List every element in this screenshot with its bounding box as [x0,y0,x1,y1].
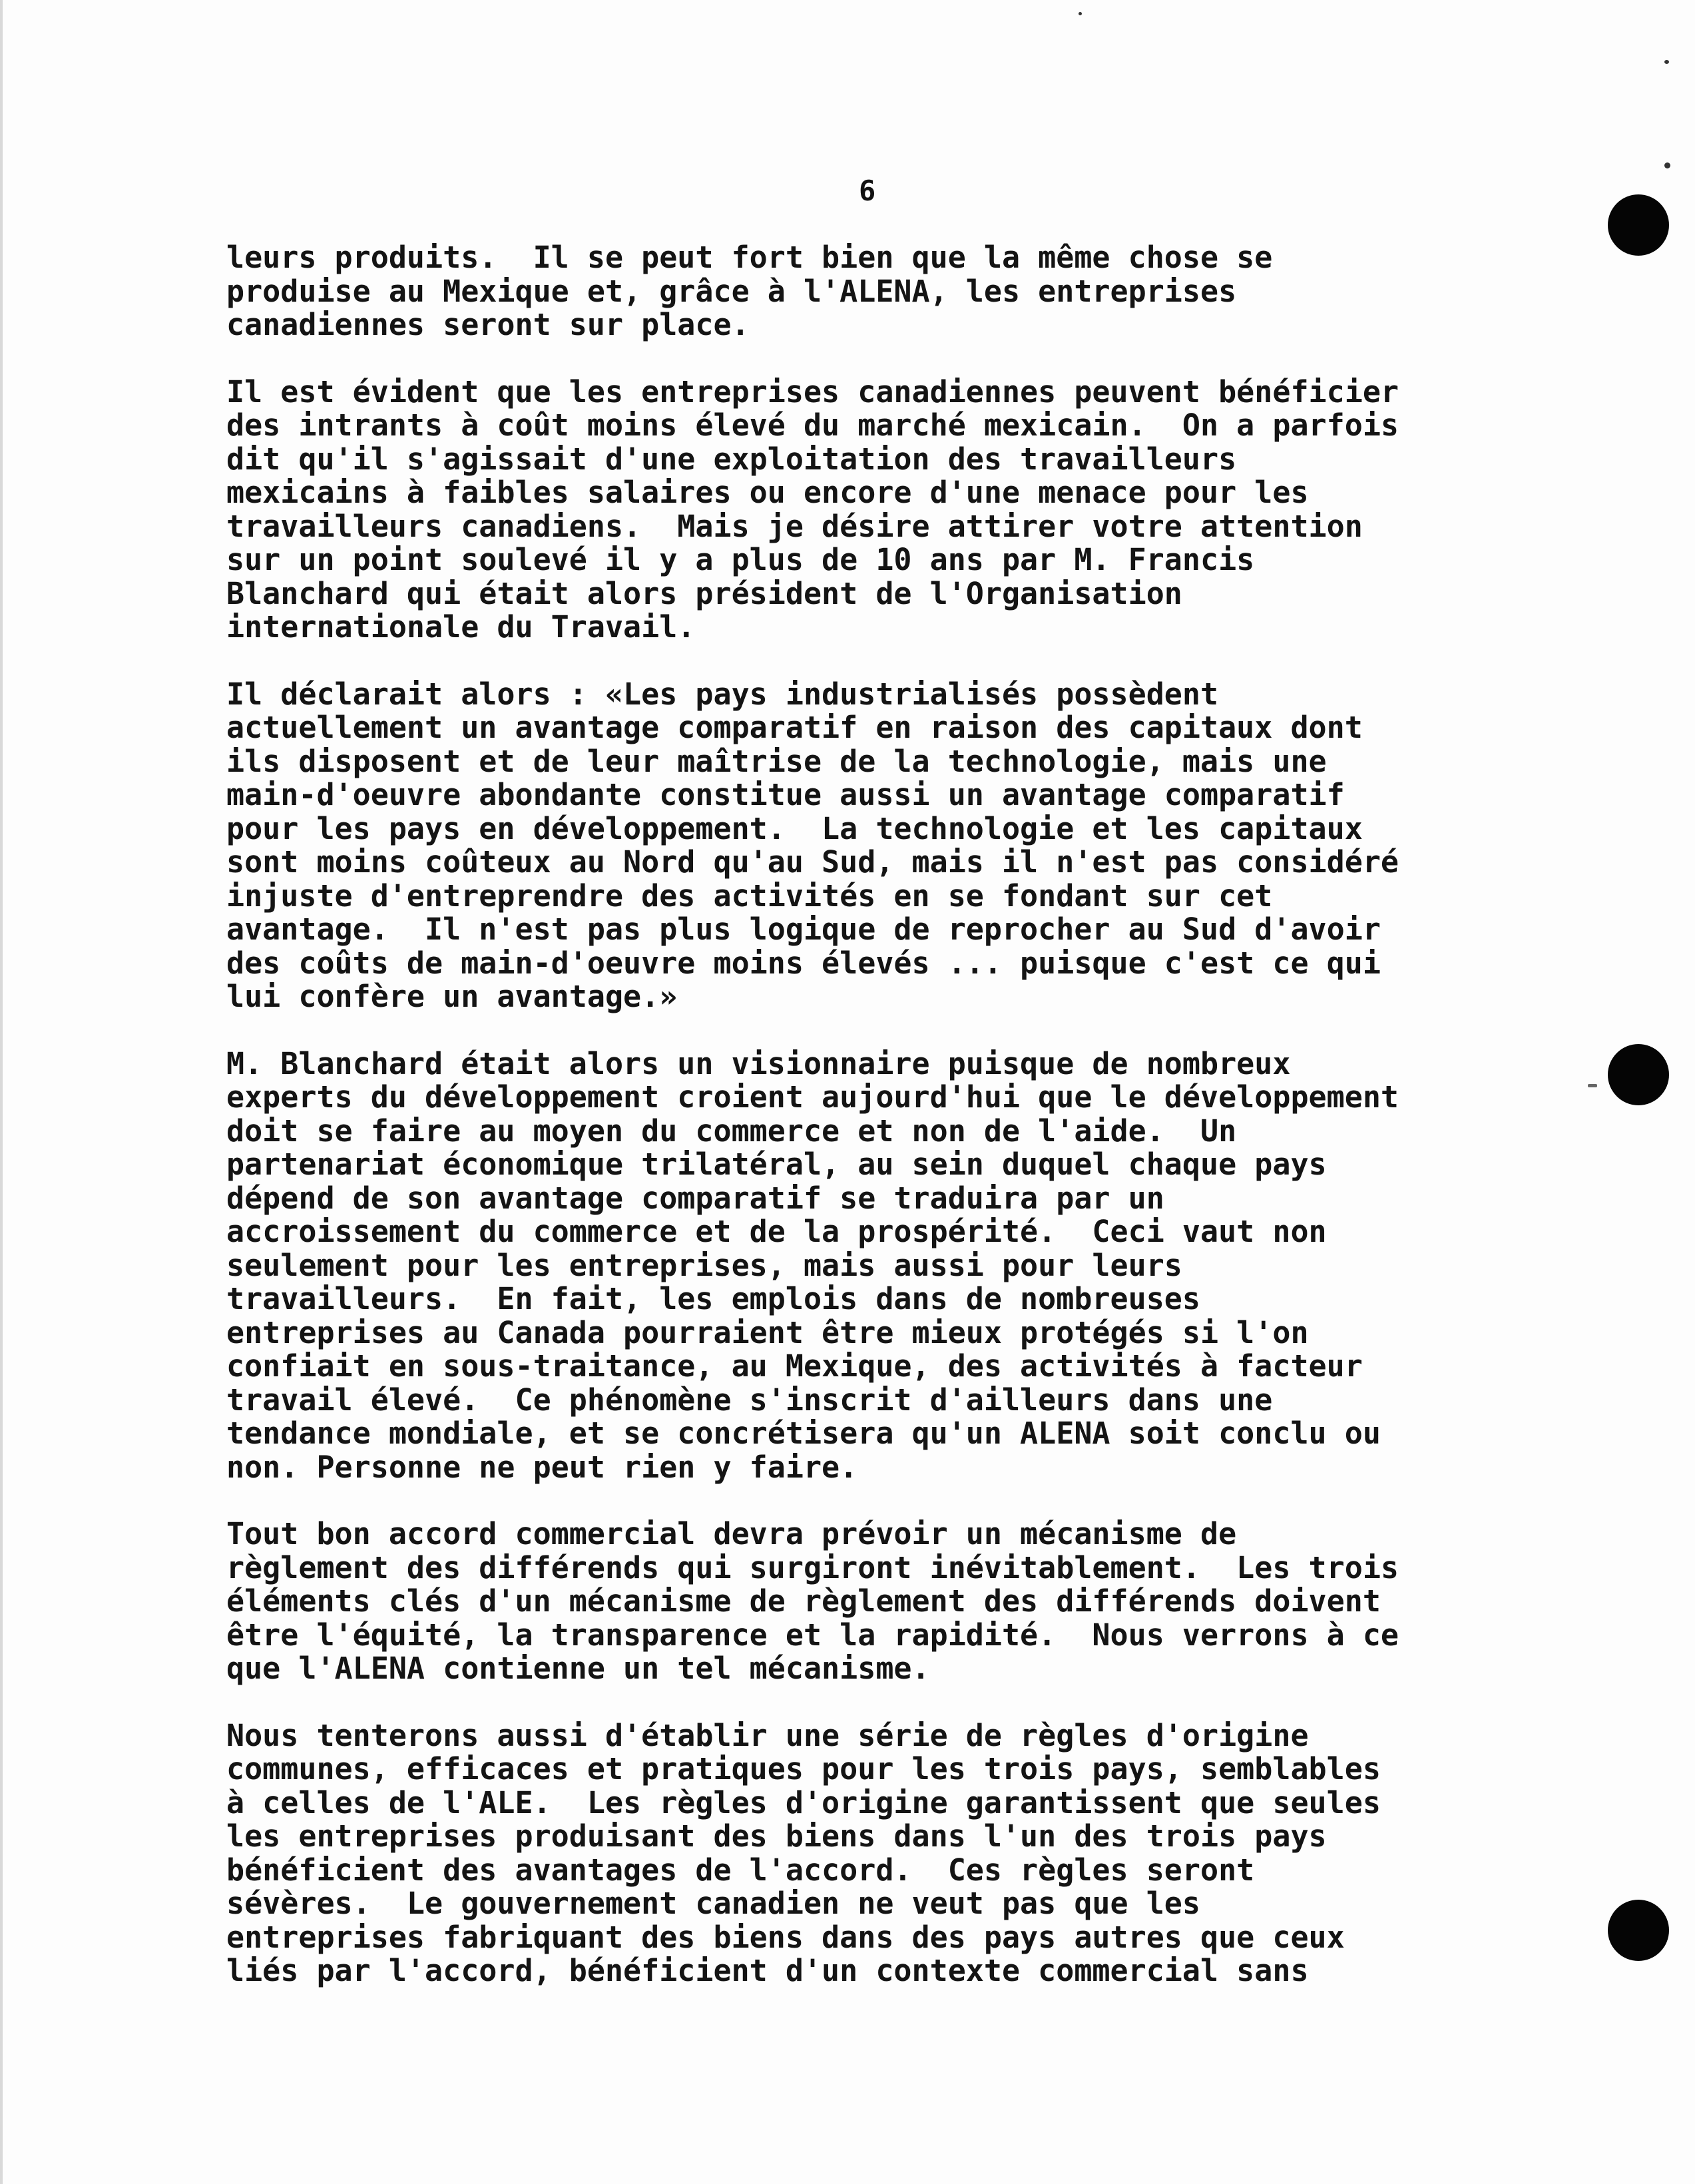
text-line: produise au Mexique et, grâce à l'ALENA, les entreprises [226,273,1237,309]
text-line: Il déclarait alors : «Les pays industrialisés possèdent [226,676,1219,712]
scan-speck [1588,1084,1597,1087]
text-line: travailleurs. En fait, les emplois dans de nombreuses [226,1281,1200,1316]
text-line: à celles de l'ALE. Les règles d'origine garantissent que seules [226,1784,1381,1820]
scan-speck [1664,162,1670,168]
page-number: 6 [859,174,876,207]
scan-speck [1664,60,1669,64]
text-line: des coûts de main-d'oeuvre moins élevés ... puisque c'est ce qui [226,945,1381,981]
scan-speck [1079,12,1082,15]
page-edge-shadow [0,0,3,2184]
text-line: partenariat économique trilatéral, au sein duquel chaque pays [226,1147,1327,1182]
text-line: travailleurs canadiens. Mais je désire attirer votre attention [226,508,1363,544]
text-line: entreprises au Canada pourraient être mieux protégés si l'on [226,1314,1309,1350]
text-line: Blanchard qui était alors président de l'Organisation [226,575,1182,611]
text-line: des intrants à coût moins élevé du marché mexicain. On a parfois [226,408,1399,443]
punch-hole-bottom [1608,1900,1669,1961]
paragraph-5 [226,1517,1565,1686]
text-line: sur un point soulevé il y a plus de 10 ans par M. Francis [226,542,1255,577]
text-line: accroissement du commerce et de la prospérité. Ceci vaut non [226,1214,1327,1249]
text-line: canadiennes seront sur place. [226,307,750,342]
body-text [226,241,1565,2022]
text-line: actuellement un avantage comparatif en raison des capitaux dont [226,710,1363,745]
text-line: être l'équité, la transparence et la rapidité. Nous verrons à ce [226,1617,1399,1653]
punch-hole-top [1608,194,1669,256]
paragraph-3 [226,678,1565,1014]
text-line: que l'ALENA contienne un tel mécanisme. [226,1651,930,1686]
text-line: Il est évident que les entreprises canadiennes peuvent bénéficier [226,374,1399,410]
text-line: règlement des différends qui surgiront inévitablement. Les trois [226,1549,1399,1585]
text-line: lui confère un avantage.» [226,979,678,1014]
text-line: seulement pour les entreprises, mais aussi pour leurs [226,1247,1182,1283]
text-line: dépend de son avantage comparatif se traduira par un [226,1180,1164,1216]
text-line: doit se faire au moyen du commerce et non de l'aide. Un [226,1113,1237,1149]
text-line: éléments clés d'un mécanisme de règlement des différends doivent [226,1583,1381,1619]
paragraph-2 [226,376,1565,645]
text-line: les entreprises produisant des biens dans l'un des trois pays [226,1818,1327,1854]
text-line: internationale du Travail. [226,609,696,645]
text-line: travail élevé. Ce phénomène s'inscrit d'ailleurs dans une [226,1382,1273,1418]
text-line: pour les pays en développement. La technologie et les capitaux [226,810,1363,846]
text-line: mexicains à faibles salaires ou encore d'une menace pour les [226,475,1309,510]
text-line: Tout bon accord commercial devra prévoir un mécanisme de [226,1516,1237,1551]
text-line: communes, efficaces et pratiques pour les trois pays, semblables [226,1751,1381,1786]
text-line: Nous tenterons aussi d'établir une série de règles d'origine [226,1717,1309,1753]
text-line: liés par l'accord, bénéficient d'un contexte commercial sans [226,1953,1309,1988]
text-line: injuste d'entreprendre des activités en se fondant sur cet [226,878,1273,914]
text-line: sévères. Le gouvernement canadien ne veut pas que les [226,1886,1200,1921]
text-line: leurs produits. Il se peut fort bien que la même chose se [226,240,1273,275]
text-line: ils disposent et de leur maîtrise de la technologie, mais une [226,743,1327,779]
text-line: sont moins coûteux au Nord qu'au Sud, mais il n'est pas considéré [226,844,1399,880]
text-line: non. Personne ne peut rien y faire. [226,1449,858,1485]
punch-hole-middle [1608,1044,1669,1105]
text-line: bénéficient des avantages de l'accord. Ces règles seront [226,1852,1255,1888]
text-line: confiait en sous-traitance, au Mexique, des activités à facteur [226,1348,1363,1384]
text-line: main-d'oeuvre abondante constitue aussi un avantage comparatif [226,777,1345,812]
text-line: dit qu'il s'agissait d'une exploitation des travailleurs [226,441,1237,477]
text-line: avantage. Il n'est pas plus logique de reprocher au Sud d'avoir [226,912,1381,947]
paragraph-1 [226,241,1565,342]
paragraph-6 [226,1719,1565,1988]
text-line: experts du développement croient aujourd'hui que le développement [226,1079,1399,1115]
text-line: M. Blanchard était alors un visionnaire puisque de nombreux [226,1045,1291,1081]
text-line: entreprises fabriquant des biens dans des pays autres que ceux [226,1919,1345,1955]
paragraph-4 [226,1047,1565,1485]
text-line: tendance mondiale, et se concrétisera qu'un ALENA soit conclu ou [226,1416,1381,1451]
